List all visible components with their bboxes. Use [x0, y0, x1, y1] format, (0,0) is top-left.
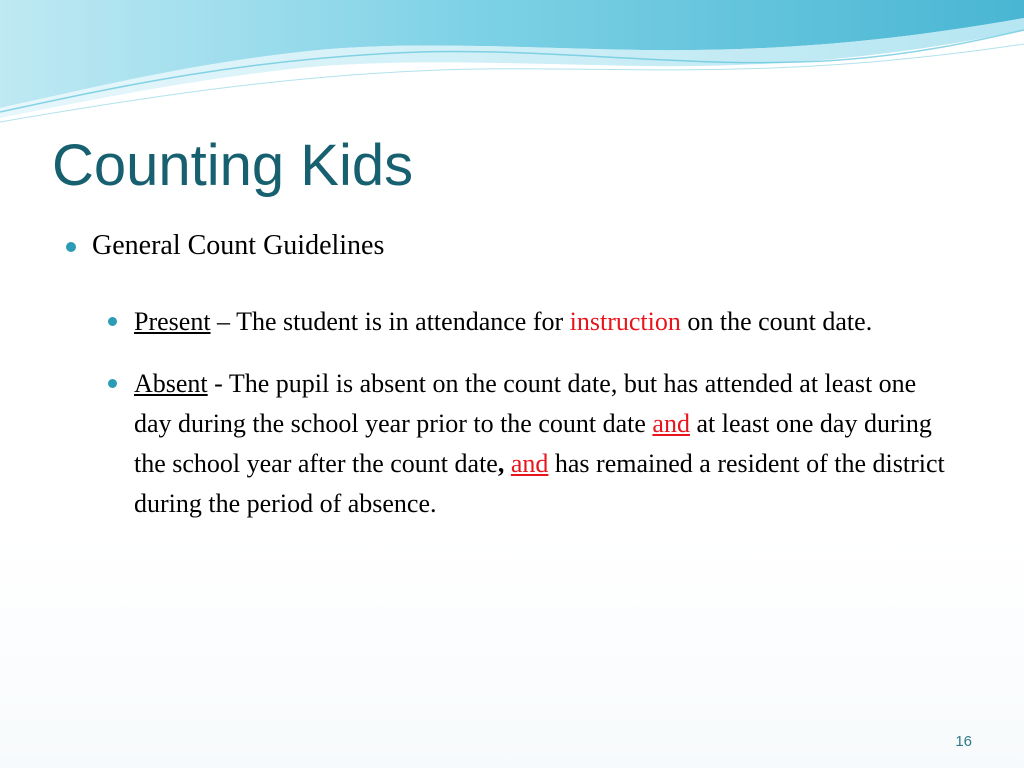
page-number: 16 — [955, 733, 972, 750]
present-text-a: – The student is in attendance for — [210, 307, 570, 336]
present-highlight: instruction — [569, 307, 681, 336]
bullet-dot-icon — [108, 379, 117, 388]
header-wave-decoration — [0, 0, 1024, 140]
slide-body — [60, 226, 960, 546]
absent-text-b: at least one day during the school year after the count date — [134, 409, 932, 478]
absent-and-1: and — [652, 409, 690, 438]
bullet-absent — [108, 364, 960, 524]
heading-text: General Count Guidelines — [92, 230, 385, 261]
bullet-dot-icon — [108, 317, 117, 326]
bullet-general-guidelines — [60, 226, 960, 266]
absent-text-c: has remained a resident of the district during the period of absence. — [134, 449, 945, 518]
slide-title: Counting Kids — [52, 133, 414, 198]
absent-comma: , — [497, 449, 505, 478]
present-term: Present — [134, 307, 211, 336]
bullet-present — [108, 302, 960, 342]
absent-and-2: and — [510, 449, 549, 478]
present-text-b: on the count date. — [680, 307, 873, 336]
absent-term: Absent — [134, 369, 208, 398]
bullet-dot-icon — [66, 242, 76, 252]
absent-text-a: - The pupil is absent on the count date, but has attended at least one day during the school year prior to the count date — [134, 369, 917, 438]
